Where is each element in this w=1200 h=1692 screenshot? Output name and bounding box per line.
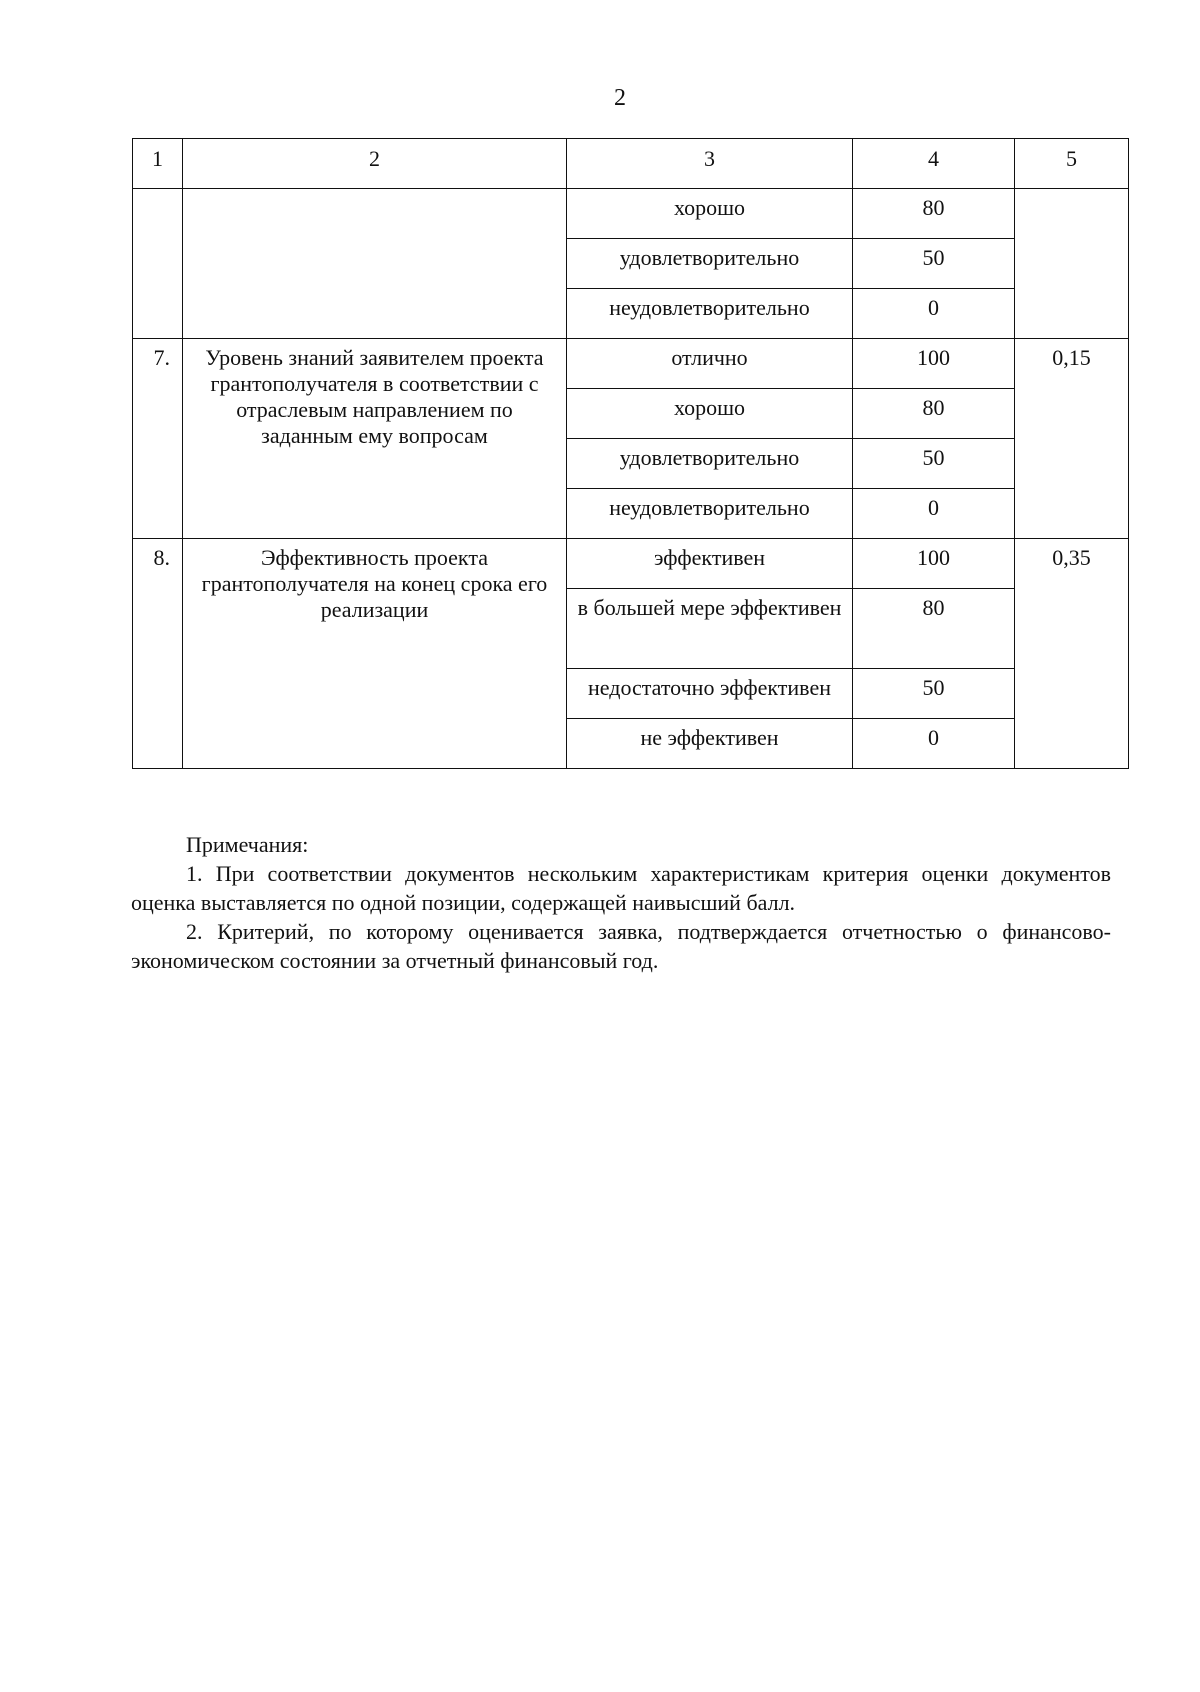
header-cell: 2 bbox=[183, 139, 567, 189]
grade-cell: отлично bbox=[567, 339, 853, 389]
grade-cell: эффективен bbox=[567, 539, 853, 589]
grade-cell: неудовлетворительно bbox=[567, 289, 853, 339]
note-item: 1. При соответствии документов нескольким характеристикам критерия оценки документов оценка выставляется по одной позиции, содержащей наивысший балл. bbox=[131, 861, 1111, 915]
score-cell: 50 bbox=[853, 669, 1015, 719]
criterion-weight: 0,35 bbox=[1015, 539, 1129, 769]
grade-cell: удовлетворительно bbox=[567, 239, 853, 289]
grade-cell: в большей мере эффективен bbox=[567, 589, 853, 669]
header-cell: 4 bbox=[853, 139, 1015, 189]
grade-cell: хорошо bbox=[567, 189, 853, 239]
criterion-name: Эффективность проекта грантополучателя на конец срока его реализации bbox=[183, 539, 567, 769]
criterion-number-cell bbox=[133, 189, 183, 339]
table-header-row bbox=[133, 139, 1129, 189]
grade-cell: удовлетворительно bbox=[567, 439, 853, 489]
criterion-name-cell bbox=[183, 189, 567, 339]
criteria-table bbox=[132, 138, 1129, 769]
score-cell: 80 bbox=[853, 589, 1015, 669]
grade-cell: неудовлетворительно bbox=[567, 489, 853, 539]
score-cell: 0 bbox=[853, 289, 1015, 339]
notes-section bbox=[131, 830, 1111, 975]
criterion-number: 8. bbox=[133, 539, 183, 769]
header-cell: 3 bbox=[567, 139, 853, 189]
grade-cell: не эффективен bbox=[567, 719, 853, 769]
score-cell: 50 bbox=[853, 239, 1015, 289]
page-number: 2 bbox=[614, 85, 626, 111]
table-row bbox=[133, 539, 1129, 589]
notes-title: Примечания: bbox=[186, 832, 309, 857]
table-row bbox=[133, 189, 1129, 239]
score-cell: 100 bbox=[853, 339, 1015, 389]
score-cell: 100 bbox=[853, 539, 1015, 589]
score-cell: 0 bbox=[853, 489, 1015, 539]
score-cell: 50 bbox=[853, 439, 1015, 489]
score-cell: 80 bbox=[853, 189, 1015, 239]
score-cell: 80 bbox=[853, 389, 1015, 439]
score-cell: 0 bbox=[853, 719, 1015, 769]
criterion-number: 7. bbox=[133, 339, 183, 539]
header-cell: 5 bbox=[1015, 139, 1129, 189]
weight-cell bbox=[1015, 189, 1129, 339]
note-item: 2. Критерий, по которому оценивается заявка, подтверждается отчетностью о финансово-экономическом состоянии за отчетный финансовый год. bbox=[131, 919, 1111, 973]
table-row bbox=[133, 339, 1129, 389]
criterion-weight: 0,15 bbox=[1015, 339, 1129, 539]
grade-cell: хорошо bbox=[567, 389, 853, 439]
criterion-name: Уровень знаний заявителем проекта грантополучателя в соответствии с отраслевым направлением по заданным ему вопросам bbox=[183, 339, 567, 539]
grade-cell: недостаточно эффективен bbox=[567, 669, 853, 719]
header-cell: 1 bbox=[133, 139, 183, 189]
